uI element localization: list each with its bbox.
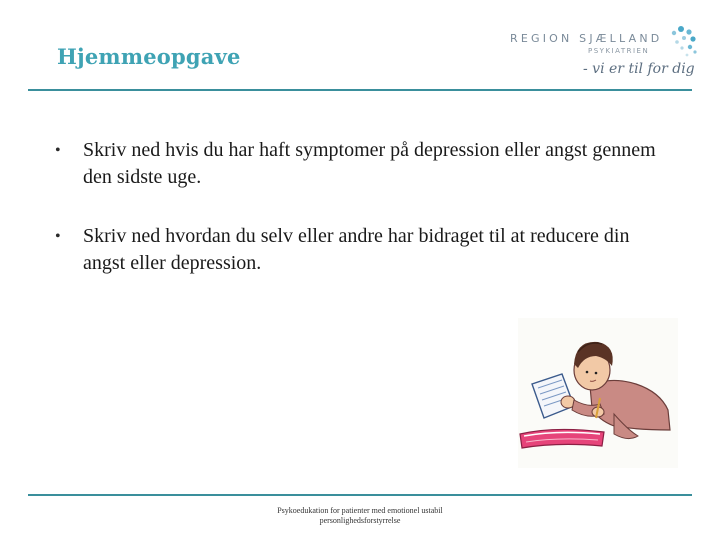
bullet-list [55, 137, 675, 309]
bullet-item [55, 223, 675, 277]
logo-region-text: REGION SJÆLLAND [510, 32, 663, 45]
bullet-text: Skriv ned hvis du har haft symptomer på depression eller angst gennem den sidste uge. [83, 139, 656, 188]
bullet-marker: • [55, 142, 61, 159]
footer [200, 506, 520, 526]
bullet-marker: • [55, 228, 61, 245]
bullet-text: Skriv ned hvordan du selv eller andre har bidraget til at reducere din angst eller depression. [83, 225, 630, 274]
person-reading-writing-icon [518, 318, 678, 468]
region-sjaelland-logo [505, 22, 705, 88]
logo-dots-icon [663, 24, 699, 64]
footer-line-2: personlighedsforstyrrelse [319, 516, 401, 525]
slide-title: Hjemmeopgave [57, 44, 241, 69]
bottom-divider [28, 494, 692, 496]
logo-tagline: - vi er til for dig [583, 61, 695, 77]
logo-psykiatrien-text: PSYKIATRIEN [588, 47, 650, 55]
footer-line-1: Psykoedukation for patienter med emotionel ustabil [277, 506, 443, 515]
top-divider [28, 89, 692, 91]
bullet-item [55, 137, 675, 191]
